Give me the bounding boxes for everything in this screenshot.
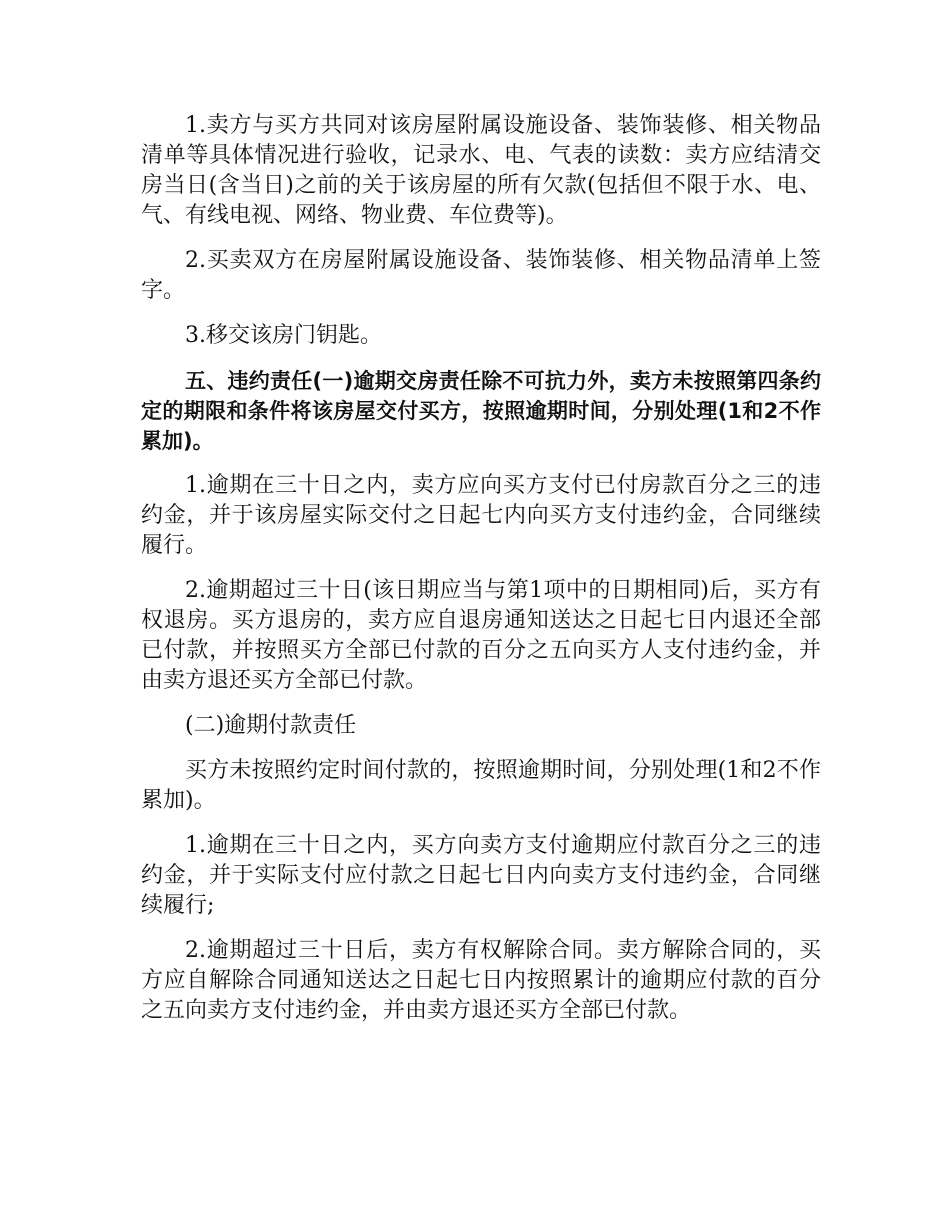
paragraph-late-payment-within-30: 1.逾期在三十日之内，买方向卖方支付逾期应付款百分之三的违约金，并于实际支付应付款之日起七日内向卖方支付违约金，合同继续履行; <box>141 833 821 918</box>
paragraph-handover-inspection: 1.卖方与买方共同对该房屋附属设施设备、装饰装修、相关物品清单等具体情况进行验收，记录水、电、气表的读数：卖方应结清交房当日(含当日)之前的关于该房屋的所有欠款(包括但不限于水、电、气、有线电视、网络、物业费、车位费等)。 <box>141 113 821 228</box>
paragraph-late-payment-intro: 买方未按照约定时间付款的，按照逾期时间，分别处理(1和2不作累加)。 <box>141 758 821 813</box>
paragraph-key-handover: 3.移交该房门钥匙。 <box>185 323 382 348</box>
paragraph-late-delivery-over-30: 2.逾期超过三十日(该日期应当与第1项中的日期相同)后，买方有权退房。买方退房的，卖方应自退房通知送达之日起七日内退还全部已付款，并按照买方全部已付款的百分之五向买方人支付违约金，并由卖方退还买方全部已付款。 <box>141 578 821 693</box>
paragraph-late-delivery-within-30: 1.逾期在三十日之内，卖方应向买方支付已付房款百分之三的违约金，并于该房屋实际交付之日起七内向买方支付违约金，合同继续履行。 <box>141 473 821 558</box>
document-page <box>141 111 821 1041</box>
section-heading-breach-liability: 五、违约责任(一)逾期交房责任除不可抗力外，卖方未按照第四条约定的期限和条件将该房屋交付买方，按照逾期时间，分别处理(1和2不作累加)。 <box>141 369 821 453</box>
subheading-late-payment: (二)逾期付款责任 <box>185 713 357 738</box>
paragraph-handover-signing: 2.买卖双方在房屋附属设施设备、装饰装修、相关物品清单上签字。 <box>141 248 821 303</box>
paragraph-late-payment-over-30: 2.逾期超过三十日后，卖方有权解除合同。卖方解除合同的，买方应自解除合同通知送达之日起七日内按照累计的逾期应付款的百分之五向卖方支付违约金，并由卖方退还买方全部已付款。 <box>141 938 821 1023</box>
